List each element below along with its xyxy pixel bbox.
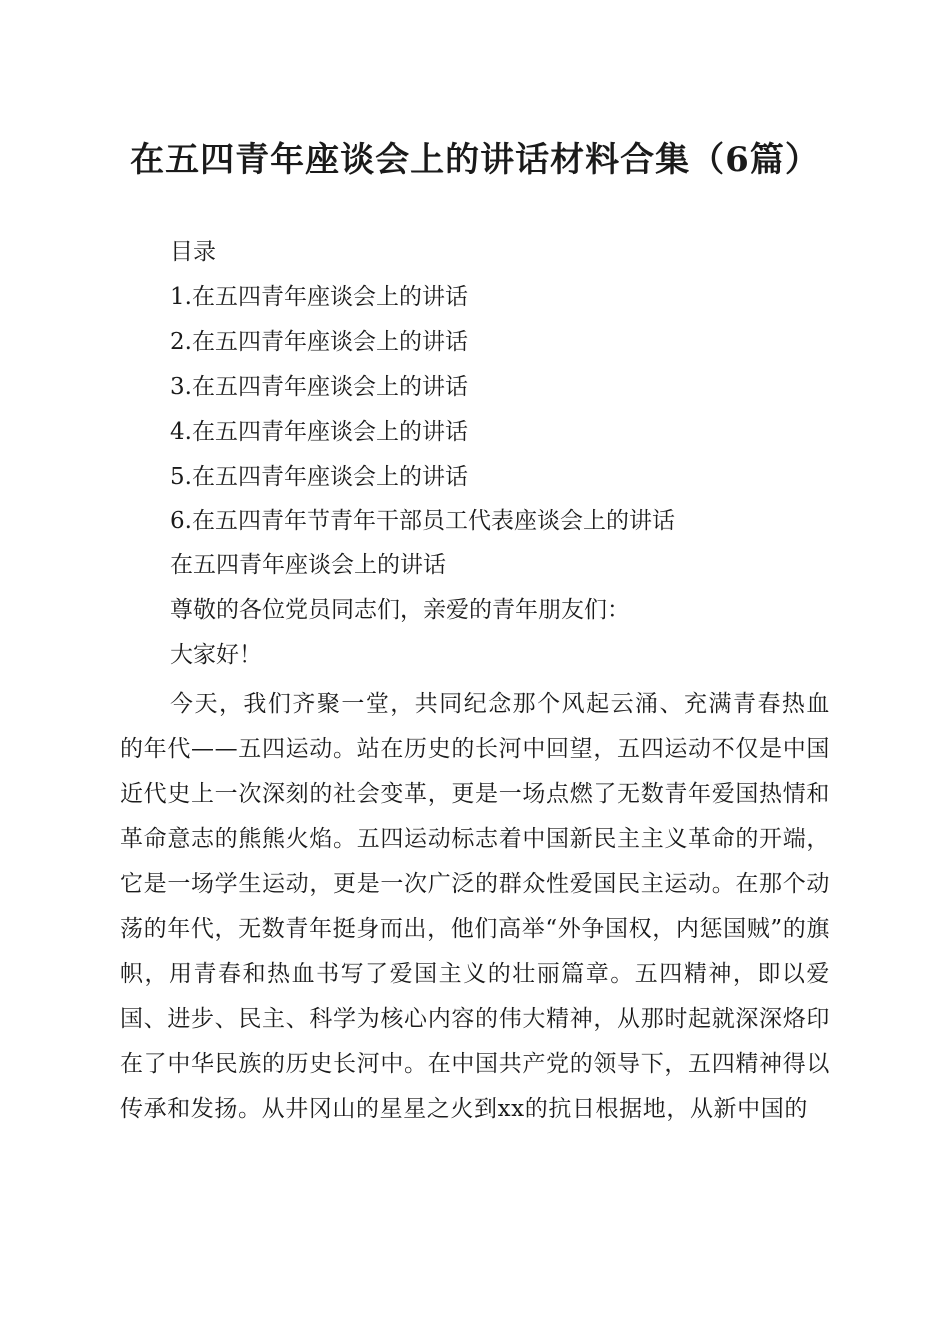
toc-item-5: 5.在五四青年座谈会上的讲话	[170, 464, 468, 490]
toc-item-1: 1.在五四青年座谈会上的讲话	[170, 284, 468, 310]
toc-item-3: 3.在五四青年座谈会上的讲话	[170, 374, 468, 400]
toc-heading: 目录	[170, 239, 216, 265]
body-paragraph: 今天，我们齐聚一堂，共同纪念那个风起云涌、充满青春热血的年代——五四运动。站在历史的长河中回望，五四运动不仅是中国近代史上一次深刻的社会变革，更是一场点燃了无数青年爱国热情和革命意志的熊熊火焰。五四运动标志着中国新民主主义革命的开端，它是一场学生运动，更是一次广泛的群众性爱国民主运动。在那个动荡的年代，无数青年挺身而出，他们高举“外争国权，内惩国贼”的旗帜，用青春和热血书写了爱国主义的壮丽篇章。五四精神，即以爱国、进步、民主、科学为核心内容的伟大精神，从那时起就深深烙印在了中华民族的历史长河中。在中国共产党的领导下，五四精神得以传承和发扬。从井冈山的星星之火到xx的抗日根据地，从新中国的	[120, 691, 830, 1122]
greeting: 大家好！	[170, 642, 262, 668]
salutation: 尊敬的各位党员同志们，亲爱的青年朋友们：	[170, 597, 630, 623]
toc-item-6: 6.在五四青年节青年干部员工代表座谈会上的讲话	[170, 508, 675, 534]
section-title: 在五四青年座谈会上的讲话	[170, 552, 446, 578]
toc-item-2: 2.在五四青年座谈会上的讲话	[170, 329, 468, 355]
toc-item-4: 4.在五四青年座谈会上的讲话	[170, 419, 468, 445]
document-title: 在五四青年座谈会上的讲话材料合集（6篇）	[130, 140, 820, 180]
